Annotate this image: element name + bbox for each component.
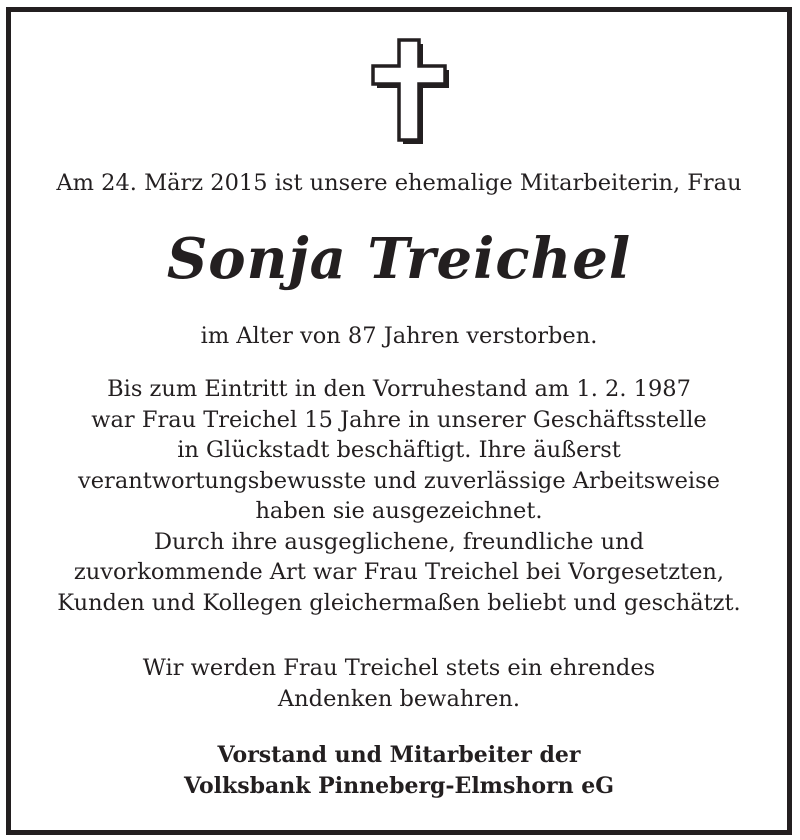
closing-line: Andenken bewahren. [277, 685, 521, 712]
tribute-line: Bis zum Eintritt in den Vorruhestand am 1. 2. 1987 [107, 376, 691, 402]
age-line: im Alter von 87 Jahren verstorben. [200, 323, 598, 349]
signature [11, 740, 787, 802]
closing-line: Wir werden Frau Treichel stets ein ehrendes [142, 655, 656, 681]
tribute-paragraph [11, 374, 787, 618]
deceased-name: Sonja Treichel [166, 226, 632, 292]
tribute-line: verantwortungsbewusste und zuverlässige Arbeitsweise [78, 467, 720, 494]
tribute-line: Durch ihre ausgeglichene, freundliche und [153, 528, 645, 555]
tribute-line: zuvorkommende Art war Frau Treichel bei Vorgesetzten, [73, 559, 725, 585]
signature-line: Volksbank Pinneberg-Elmshorn eG [183, 773, 615, 799]
tribute-line: Kunden und Kollegen gleichermaßen beliebt und geschätzt. [57, 589, 741, 616]
tribute-line: war Frau Treichel 15 Jahre in unserer Geschäftsstelle [91, 406, 707, 433]
obituary-frame [6, 7, 792, 835]
tribute-line: in Glückstadt beschäftigt. Ihre äußerst [177, 437, 621, 463]
tribute-line: haben sie ausgezeichnet. [255, 498, 543, 524]
cross-icon [371, 34, 451, 146]
closing-paragraph [11, 653, 787, 714]
signature-line: Vorstand und Mitarbeiter der [217, 742, 581, 768]
intro-text: Am 24. März 2015 ist unsere ehemalige Mitarbeiterin, Frau [56, 170, 742, 196]
